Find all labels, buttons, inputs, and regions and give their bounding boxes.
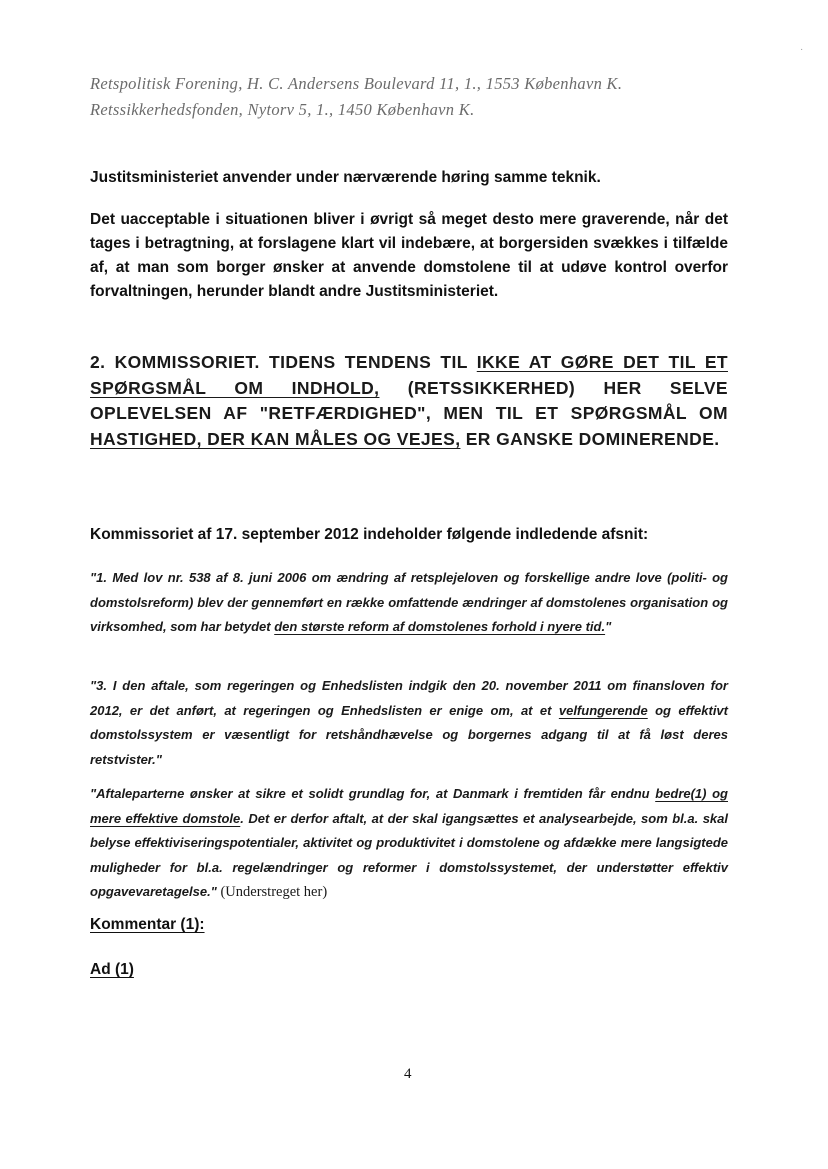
- quote-2-text: "3. I den aftale, som regeringen og Enhedslisten indgik den 20. november 2011 om finansloven for 2012, er det anført, at regeringen og Enhedslisten er enige om, at et: [90, 678, 728, 718]
- intro-text: Kommissoriet af 17. september 2012 indeholder følgende indledende afsnit:: [90, 526, 649, 543]
- quote-1-end: ": [605, 619, 612, 634]
- paragraph-unacceptable: Det uacceptable i situationen bliver i øvrigt så meget desto mere graverende, når det tages i betragtning, at forslagene klart vil indebære, at borgersiden svækkes i tilfælde af, at man som borger ønsker at anvende domstolene til at udøve kontrol overfor forvaltningen, herunder blandt andre Justitsministeriet.: [90, 211, 728, 300]
- page-number: 4: [404, 1066, 412, 1082]
- quote-3-underlined: bedre(1) og mere effektive domstole: [90, 786, 728, 826]
- letterhead-line-2: Retssikkerhedsfonden, Nytorv 5, 1., 1450 København K.: [90, 100, 475, 119]
- paragraph-technique: Justitsministeriet anvender under nærværende høring samme teknik.: [90, 169, 601, 186]
- section-heading-prefix: 2. KOMMISSORIET. TIDENS TENDENS TIL: [90, 352, 477, 372]
- section-heading-underlined-1: IKKE AT GØRE DET TIL ET SPØRGSMÅL OM INDHOLD,: [90, 352, 728, 398]
- quote-3-end: . Det er derfor aftalt, at der skal igangsættes et analysearbejde, som bl.a. skal belyse effektiviseringspotentialer, aktivitet og produktivitet i domstolene og afdække mere langsigtede muligheder for bl.a. regelændringer og reformer i domstolssystemet, der understøtter effektiv opgavevaretagelse.": [90, 810, 728, 899]
- comment-heading: Kommentar (1):: [90, 916, 205, 933]
- quote-3-note: (Understreget her): [216, 884, 328, 900]
- quote-2-underlined: velfungerende: [558, 702, 648, 718]
- quote-3-text: "Aftaleparterne ønsker at sikre et solidt grundlag for, at Danmark i fremtiden får endnu: [90, 786, 656, 801]
- quote-1-text: "1. Med lov nr. 538 af 8. juni 2006 om ændring af retsplejeloven og forskellige andre love (politi- og domstolsreform) blev der gennemført en række omfattende ændringer af domstolenes organisation og virksomhed, som har betydet: [90, 570, 728, 634]
- quote-1: [90, 566, 728, 640]
- ad-heading: Ad (1): [90, 961, 134, 978]
- quote-3: [90, 782, 728, 905]
- section-heading-suffix: ER GANSKE DOMINERENDE.: [460, 428, 720, 449]
- section-heading-underlined-2: HASTIGHED, DER KAN MÅLES OG VEJES,: [90, 428, 461, 449]
- quote-2: [90, 674, 728, 772]
- section-heading: [90, 350, 728, 452]
- section-heading-middle: (RETSSIKKERHED) HER SELVE OPLEVELSEN AF "RETFÆRDIGHED", MEN TIL ET SPØRGSMÅL OM: [90, 377, 728, 423]
- quote-1-underlined: den største reform af domstolenes forhold i nyere tid.: [274, 619, 606, 634]
- letterhead-line-1: Retspolitisk Forening, H. C. Andersens Boulevard 11, 1., 1553 København K.: [90, 74, 623, 93]
- corner-mark: ·: [800, 44, 804, 55]
- quote-2-end: og effektivt domstolssystem er væsentligt for retshåndhævelse og borgernes adgang til at få løst deres retstvister.": [90, 702, 728, 767]
